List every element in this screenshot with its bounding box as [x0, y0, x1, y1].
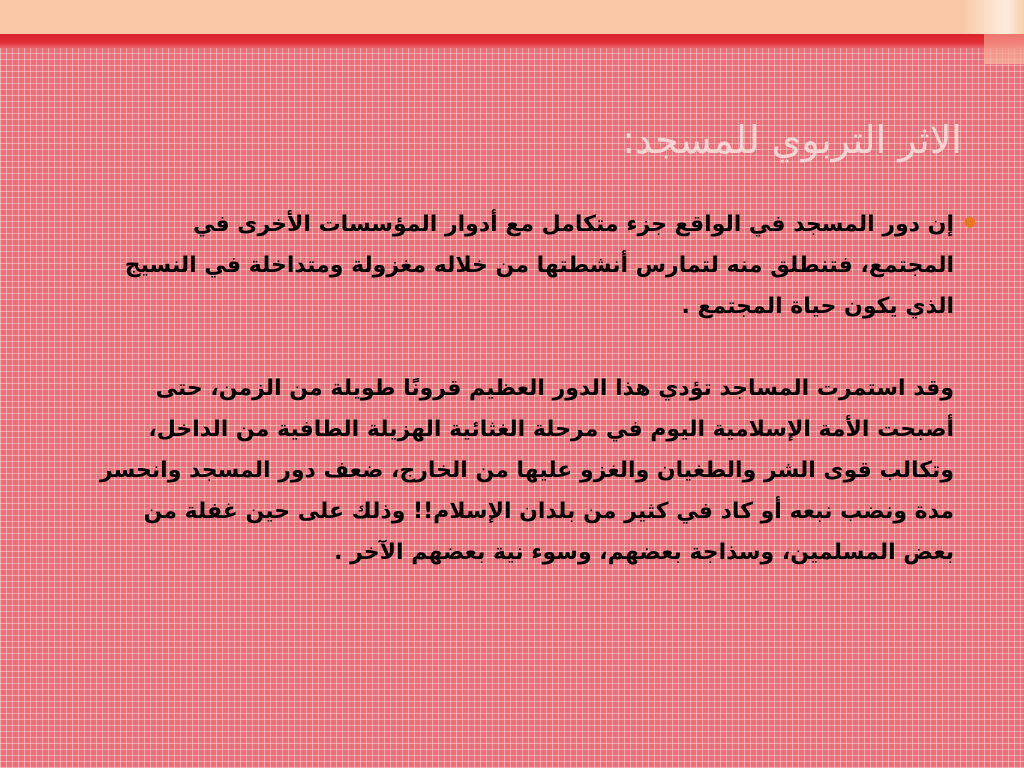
header-red-rule [0, 34, 1024, 48]
body-paragraph-1 [96, 204, 976, 327]
slide-body [96, 204, 976, 573]
paragraph-spacer [96, 327, 954, 368]
body-paragraph-2: وقد استمرت المساجد تؤدي هذا الدور العظيم قرونًا طويلة من الزمن، حتى أصبحت الأمة الإسلامية اليوم في مرحلة الغثائية الهزيلة الطافية من الداخل، وتكالب قوى الشر والطغيان والغزو عليها من الخارج، ضعف دور المسجد وانحسر مدة ونضب نبعه أو كاد في كثير من بلدان الإسلام!! وذلك على حين غفلة من بعض المسلمين، وسذاجة بعضهم، وسوء نية بعضهم الآخر . [99, 376, 954, 565]
slide-title: الاثر التربوي للمسجد: [622, 118, 962, 162]
header-band-highlight [964, 0, 1024, 36]
bullet-dot-icon: ● [963, 214, 976, 230]
header-band [0, 0, 1024, 36]
header-rule-highlight [984, 34, 1024, 64]
body-paragraph-1-text: إن دور المسجد في الواقع جزء متكامل مع أدوار المؤسسات الأخرى في المجتمع، فتنطلق منه لتمارس أنشطتها من خلاله مغزولة ومتداخلة في النسيج الذي يكون حياة المجتمع . [124, 212, 954, 319]
